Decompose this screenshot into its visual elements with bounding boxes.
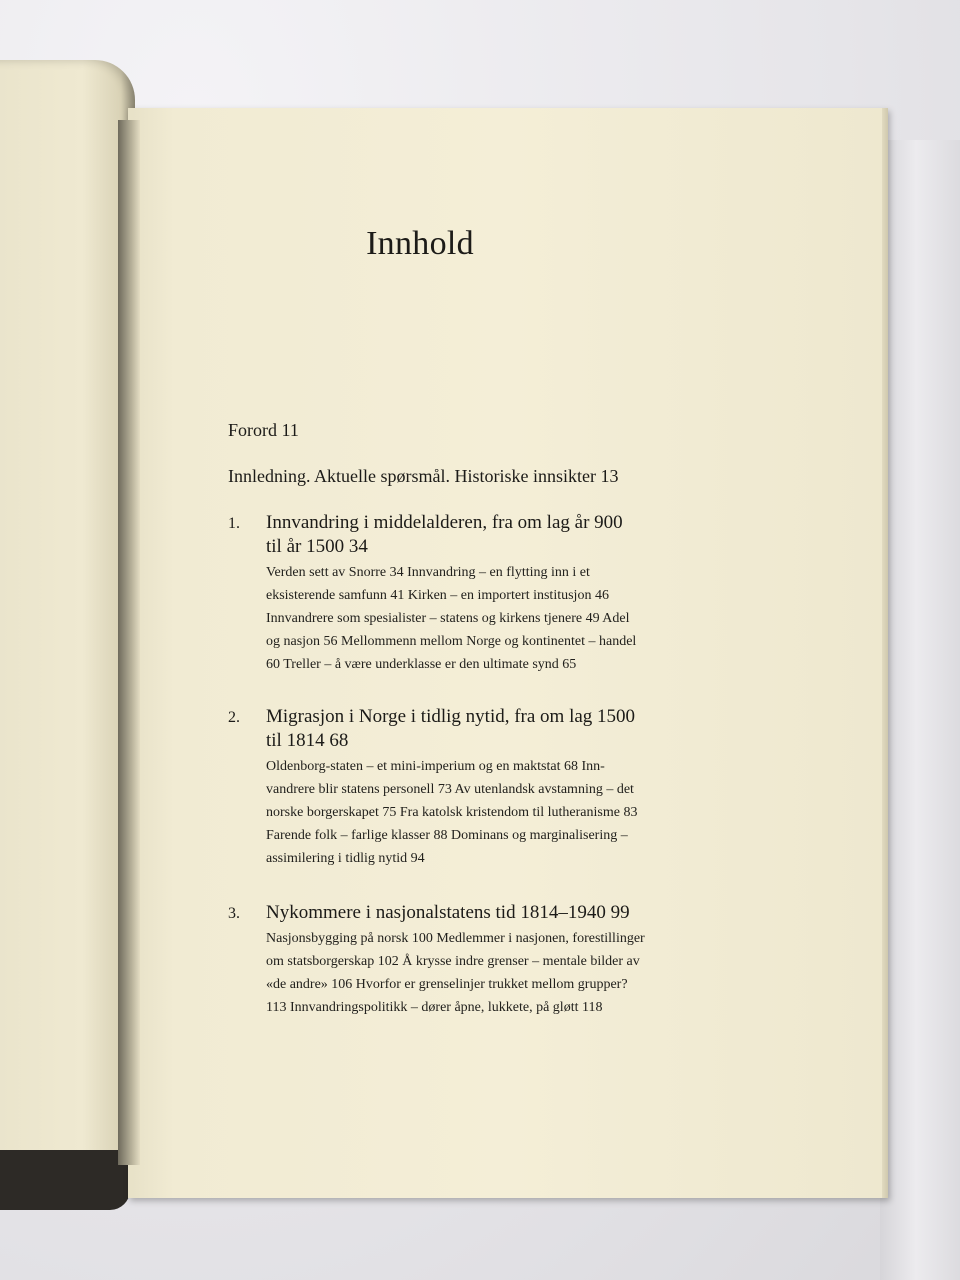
chapter-1-sections-line: 60 Treller – å være underklasse er den ultimate synd 65: [266, 657, 577, 672]
chapter-1-sections-line: Verden sett av Snorre 34 Innvandring – en flytting inn i et: [266, 565, 590, 580]
toc-entry-foreword: Forord 11: [228, 420, 299, 440]
chapter-1-sections-line: og nasjon 56 Mellommenn mellom Norge og kontinentet – handel: [266, 634, 637, 649]
chapter-2-sections-line: norske borgerskapet 75 Fra katolsk kristendom til lutheranisme 83: [266, 805, 638, 820]
chapter-1-sections-line: eksisterende samfunn 41 Kirken – en importert institusjon 46: [266, 588, 609, 603]
chapter-2-sections-line: assimilering i tidlig nytid 94: [266, 851, 425, 866]
chapter-1-title-line-2: til år 1500 34: [266, 536, 368, 557]
chapter-1-sections: [266, 561, 736, 676]
book-cover-edge: [0, 1150, 130, 1210]
chapter-3-sections-line: om statsborgerskap 102 Å krysse indre grenser – mentale bilder av: [266, 954, 640, 969]
chapter-3-sections-line: Nasjonsbygging på norsk 100 Medlemmer i nasjonen, forestillinger: [266, 931, 645, 946]
chapter-1-title-line-1: Innvandring i middelalderen, fra om lag år 900: [266, 512, 623, 533]
chapter-2-sections: [266, 755, 736, 870]
book-gutter: [118, 120, 140, 1165]
chapter-2-sections-line: Oldenborg-staten – et mini-imperium og en maktstat 68 Inn-: [266, 759, 605, 774]
chapter-2-title-line-1: Migrasjon i Norge i tidlig nytid, fra om lag 1500: [266, 706, 636, 727]
chapter-2-title-line-2: til 1814 68: [266, 730, 349, 751]
chapter-3-sections-line: «de andre» 106 Hvorfor er grenselinjer trukket mellom grupper?: [266, 977, 628, 992]
chapter-3-sections-line: 113 Innvandringspolitikk – dører åpne, lukkete, på gløtt 118: [266, 1000, 603, 1015]
toc-entry-introduction: Innledning. Aktuelle spørsmål. Historiske innsikter 13: [228, 466, 619, 486]
chapter-3-title: [266, 901, 630, 925]
chapter-3-title-line-1: Nykommere i nasjonalstatens tid 1814–1940 99: [266, 902, 630, 923]
chapter-2-sections-line: vandrere blir statens personell 73 Av utenlandsk avstamning – det: [266, 782, 634, 797]
chapter-3-number: 3.: [228, 905, 240, 922]
sheet-fold: [880, 140, 960, 1280]
chapter-2-number: 2.: [228, 709, 240, 726]
chapter-1-title: [266, 511, 623, 559]
chapter-3-sections: [266, 927, 736, 1019]
chapter-2-sections-line: Farende folk – farlige klasser 88 Dominans og marginalisering –: [266, 828, 628, 843]
toc-heading: Innhold: [366, 225, 474, 262]
chapter-1-number: 1.: [228, 515, 240, 532]
chapter-2-title: [266, 705, 635, 753]
chapter-1-sections-line: Innvandrere som spesialister – statens og kirkens tjenere 49 Adel: [266, 611, 630, 626]
